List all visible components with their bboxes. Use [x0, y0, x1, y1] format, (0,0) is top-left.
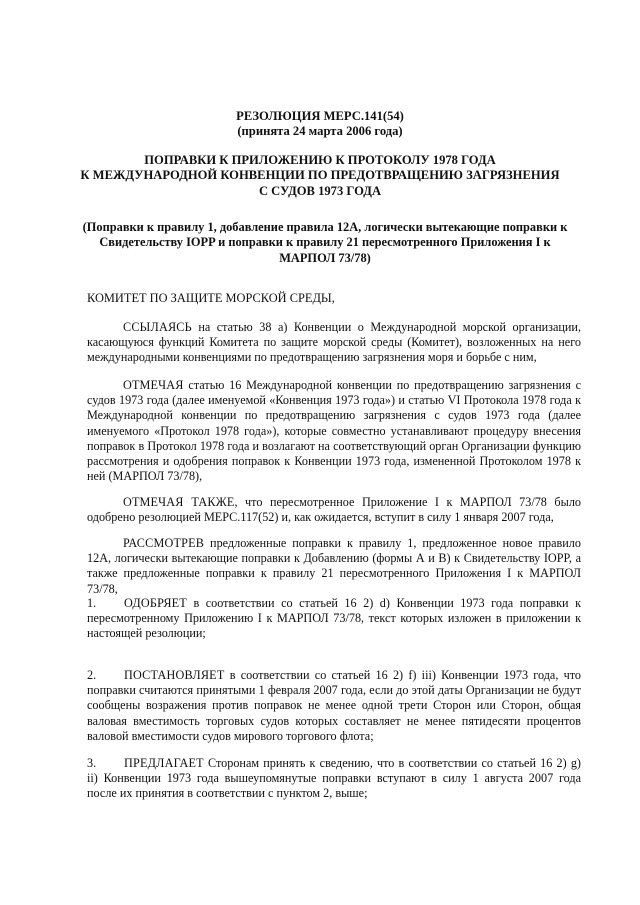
preamble-text: , что пересмотренное Приложение I к МАРПОЛ 73/78 было одобрено резолюцией МЕРС.117(52) и, как ожидается, вступит в силу 1 января 2007 года, [87, 495, 581, 525]
resolution-number: РЕЗОЛЮЦИЯ МЕРС.141(54) [236, 109, 404, 123]
preamble-text: на статью 38 а) Конвенции о Международной морской организации, касающуюся функций Комитета по защите морской среды (Комитет), возложенных на него международными конвенциями по предотвращению загрязнения моря и борьбе с ним, [87, 320, 581, 365]
preamble-paragraph [87, 320, 581, 366]
paragraph-number: 2. [87, 668, 97, 682]
preamble-paragraph [87, 378, 581, 484]
operative-text: Сторонам принять к сведению, что в соответствии со статьей 16 2) g) ii) Конвенции 1973 года вышеупомянутые поправки вступают в силу 1 августа 2007 года после их принятия в соответствии с пунктом 2, выше; [87, 756, 581, 801]
committee-intro: КОМИТЕТ ПО ЗАЩИТЕ МОРСКОЙ СРЕДЫ, [87, 291, 335, 305]
preamble-keyword: ОТМЕЧАЯ [123, 378, 184, 392]
preamble-keyword: ССЫЛАЯСЬ [123, 320, 192, 334]
operative-keyword: ОДОБРЯЕТ [124, 596, 187, 610]
operative-paragraph [87, 596, 581, 642]
preamble-paragraph [87, 495, 581, 525]
preamble-keyword: ОТМЕЧАЯ ТАКЖЕ [123, 495, 235, 509]
preamble-text: предложенные поправки к правилу 1, предложенное новое правило 12А, логически вытекающие поправки к Добавлению (формы А и В) к Свидетельству IOPP, а также предложенные поправки к правилу 21 пересмотренного Приложения I к МАРПОЛ 73/78, [87, 536, 581, 596]
amendments-scope: (Поправки к правилу 1, добавление правила 12А, логически вытекающие поправки к Свидетельству IOPP и поправки к правилу 21 пересмотренного Приложения I к МАРПОЛ 73/78) [82, 220, 568, 265]
operative-text: в соответствии со статьей 16 2) d) Конвенции 1973 года поправки к пересмотренному Приложению I к МАРПОЛ 73/78, текст которых изложен в приложении к настоящей резолюции; [87, 596, 581, 641]
operative-keyword: ПОСТАНОВЛЯЕТ [124, 668, 225, 682]
operative-keyword: ПРЕДЛАГАЕТ [124, 756, 204, 770]
preamble-text: статью 16 Международной конвенции по предотвращению загрязнения с судов 1973 года (далее именуемой «Конвенция 1973 года») и статью VI Протокола 1978 года к Международной конвенции по предотвращению загрязнения с судов 1973 года (далее именуемого «Протокол 1978 года»), которые совместно устанавливают процедуру внесения поправок в Протокол 1978 года и возлагают на соответствующий орган Организации функцию рассмотрения и одобрения поправок к Конвенции 1973 года, измененной Протоколом 1978 к ней (МАРПОЛ 73/78), [87, 378, 581, 484]
operative-paragraph [87, 756, 581, 802]
operative-text: в соответствии со статьей 16 2) f) iii) Конвенции 1973 года, что поправки считаются принятыми 1 февраля 2007 года, если до этой даты Организации не будут сообщены возражения против поправок не менее одной трети Сторон или Сторон, общая валовая вместимость торговых судов которых составляет не менее пятидесяти процентов валовой вместимости судов мирового торгового флота; [87, 668, 581, 743]
preamble-paragraph [87, 536, 581, 597]
preamble-keyword: РАССМОТРЕВ [123, 536, 205, 550]
paragraph-number: 3. [87, 756, 97, 770]
resolution-title [60, 109, 580, 140]
operative-paragraph [87, 668, 581, 744]
paragraph-number: 1. [87, 596, 97, 610]
adoption-date: (принята 24 марта 2006 года) [237, 124, 403, 139]
amendments-heading: ПОПРАВКИ К ПРИЛОЖЕНИЮ К ПРОТОКОЛУ 1978 ГОДА К МЕЖДУНАРОДНОЙ КОНВЕНЦИИ ПО ПРЕДОТВРАЩЕНИЮ ЗАГРЯЗНЕНИЯ С СУДОВ 1973 ГОДА [80, 153, 560, 198]
